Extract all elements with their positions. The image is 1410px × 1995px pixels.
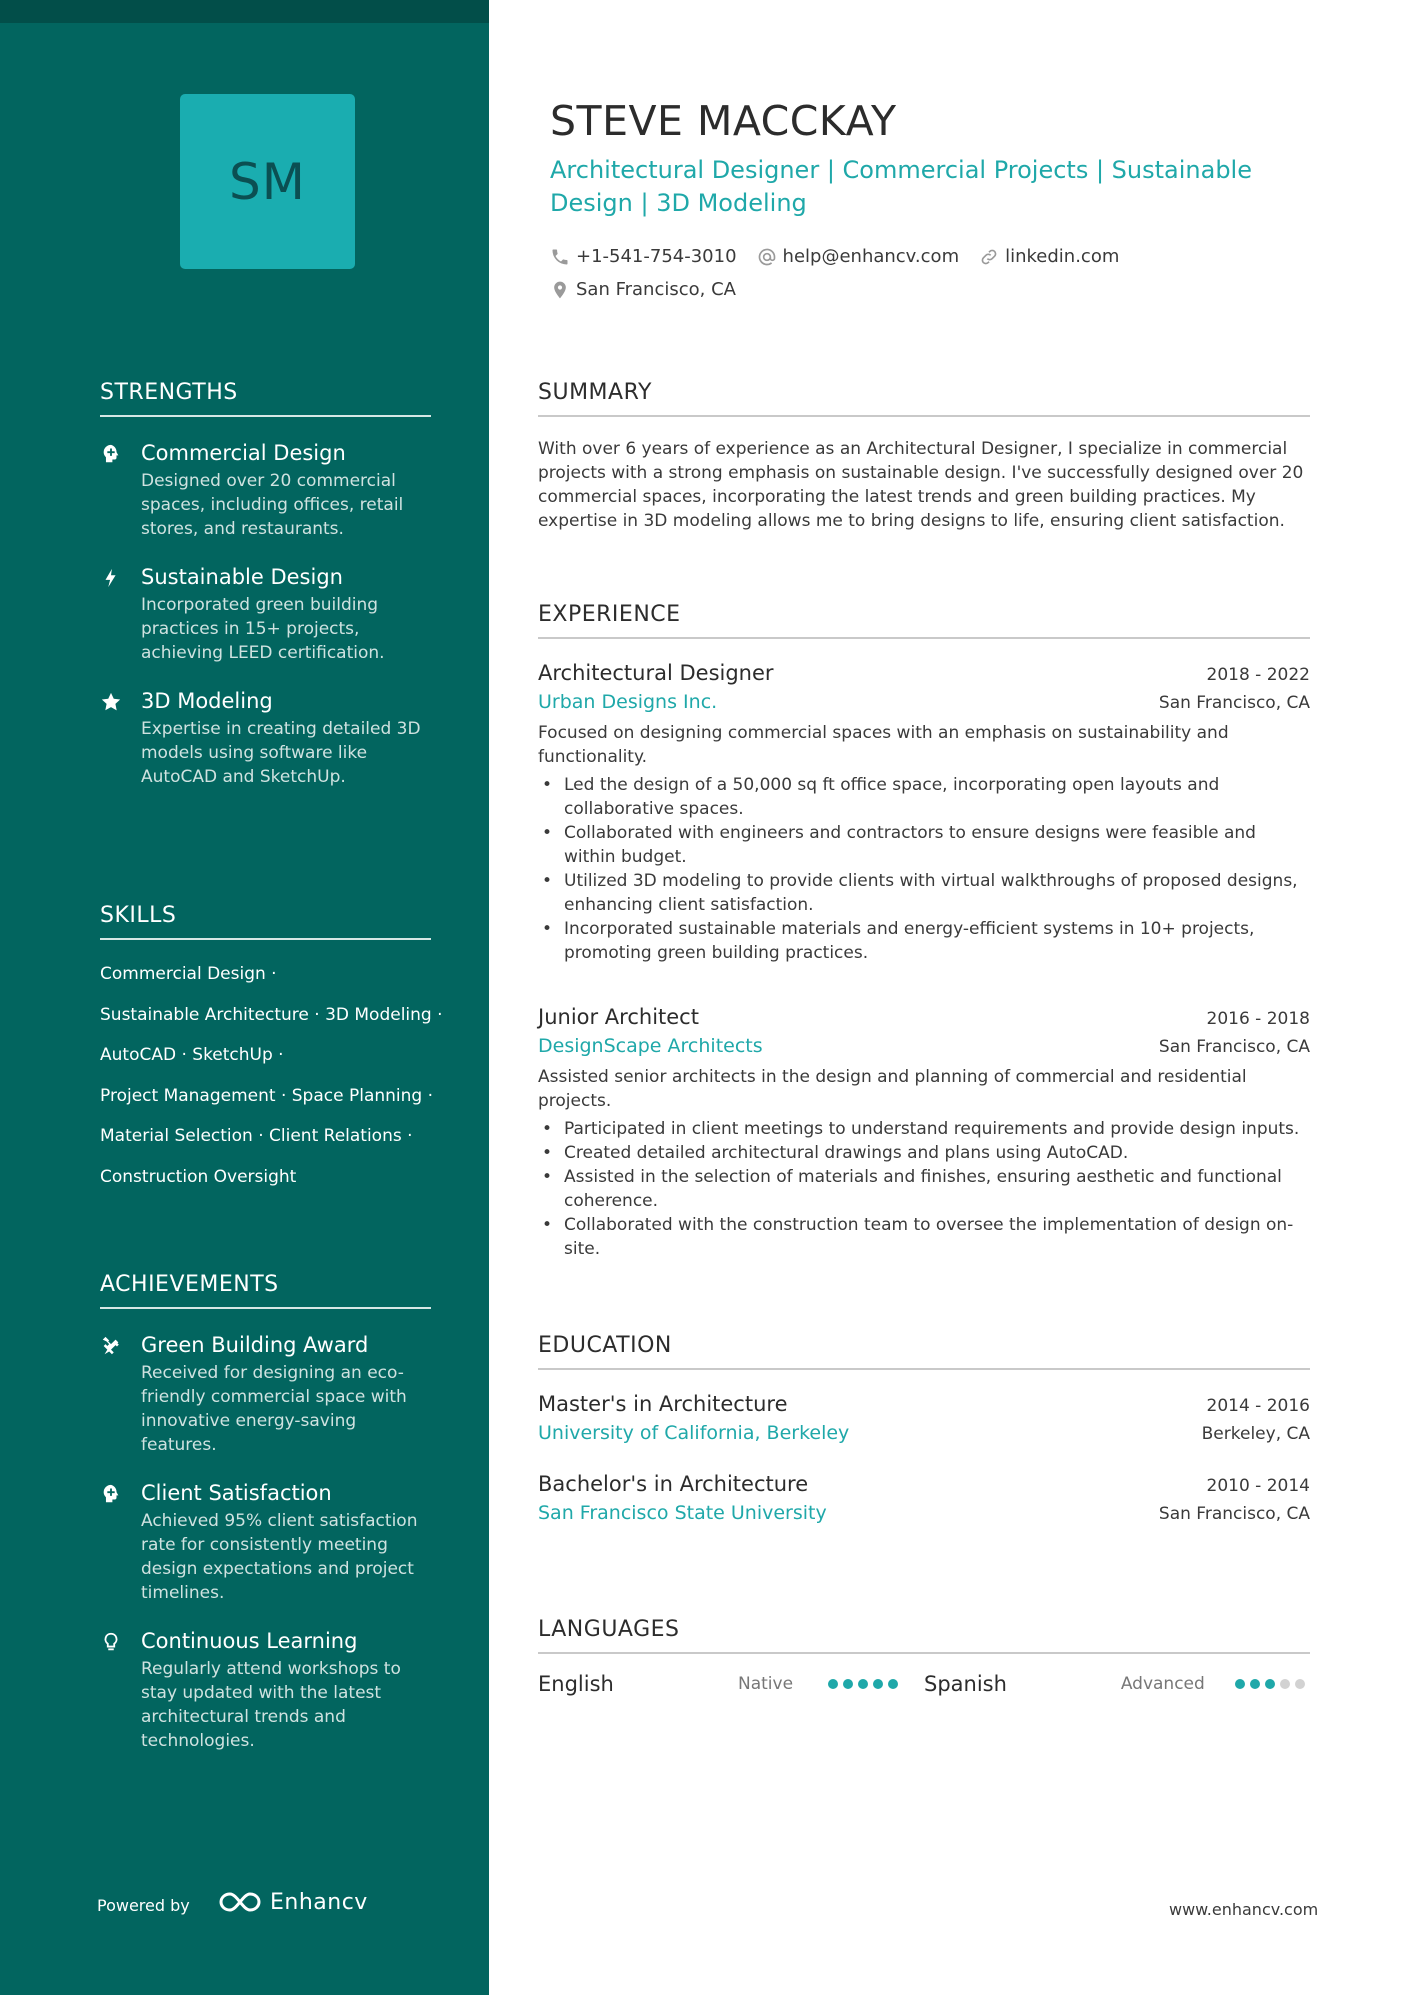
language-rating (1235, 1679, 1310, 1689)
location-pin-icon (550, 280, 570, 300)
phone-icon (550, 247, 570, 267)
job-entry (538, 661, 1310, 965)
job-bullet: • Collaborated with the construction team to oversee the implementation of design on-site. (538, 1213, 1310, 1261)
skills-heading: SKILLS (100, 903, 431, 940)
avatar-initials: SM (229, 152, 306, 211)
infinity-icon (216, 1888, 264, 1916)
enhancv-url[interactable]: www.enhancv.com (1169, 1900, 1319, 1919)
job-title: Junior Architect (538, 1005, 699, 1029)
job-bullet: • Utilized 3D modeling to provide clients with virtual walkthroughs of proposed designs, enhancing client satisfaction. (538, 869, 1310, 917)
language-item (538, 1672, 924, 1696)
strength-item (100, 563, 431, 665)
strengths-section (100, 380, 431, 789)
candidate-name: STEVE MACCKAY (550, 97, 897, 145)
skill-line: Sustainable Architecture · 3D Modeling · (100, 1004, 443, 1025)
experience-heading: EXPERIENCE (538, 602, 1310, 639)
contact-info (550, 240, 1320, 306)
achievement-title: Green Building Award (141, 1333, 369, 1357)
enhancv-logo-text: Enhancv (270, 1889, 368, 1915)
job-location: San Francisco, CA (1158, 1037, 1310, 1057)
rating-dot-empty (1280, 1679, 1290, 1689)
brain-icon (100, 443, 124, 467)
strength-desc: Incorporated green building practices in 15+ projects, achieving LEED certification. (141, 595, 385, 663)
language-name: Spanish (924, 1672, 1007, 1696)
bolt-icon (100, 567, 124, 591)
school-location: Berkeley, CA (1201, 1424, 1310, 1444)
rating-dot-filled (828, 1679, 838, 1689)
job-bullet: • Incorporated sustainable materials and energy-efficient systems in 10+ projects, promoting green building practices. (538, 917, 1310, 965)
rating-dot-empty (1295, 1679, 1305, 1689)
rating-dot-filled (1265, 1679, 1275, 1689)
at-icon (757, 247, 777, 267)
job-company: Urban Designs Inc. (538, 691, 718, 713)
job-title: Architectural Designer (538, 661, 774, 685)
degree-title: Master's in Architecture (538, 1392, 788, 1416)
strength-title: Sustainable Design (141, 565, 343, 589)
achievement-item (100, 1331, 431, 1457)
job-bullets (538, 773, 1310, 965)
strength-title: Commercial Design (141, 441, 346, 465)
rating-dot-filled (843, 1679, 853, 1689)
job-description: Assisted senior architects in the design and planning of commercial and residential projects. (538, 1067, 1247, 1111)
lightbulb-icon (100, 1631, 124, 1655)
job-entry (538, 1005, 1310, 1261)
education-entry (538, 1472, 1310, 1524)
job-location: San Francisco, CA (1158, 693, 1310, 713)
tools-icon (100, 1335, 124, 1359)
summary-text: With over 6 years of experience as an Architectural Designer, I specialize in commercial projects with a strong emphasis on sustainable design. I've successfully designed over 20 commercial spaces, incorporating the latest trends and green building practices. My expertise in 3D modeling allows me to bring designs to life, ensuring client satisfaction. (538, 439, 1304, 531)
education-entry (538, 1392, 1310, 1444)
skill-line: Commercial Design · (100, 964, 277, 984)
strength-title: 3D Modeling (141, 689, 273, 713)
rating-dot-filled (1235, 1679, 1245, 1689)
languages-heading: LANGUAGES (538, 1617, 1310, 1654)
headline: Architectural Designer | Commercial Projects | Sustainable Design | 3D Modeling (550, 156, 1252, 217)
phone-text: +1-541-754-3010 (576, 246, 737, 267)
language-rating (828, 1679, 903, 1689)
school-name: University of California, Berkeley (538, 1422, 850, 1444)
job-bullet: • Collaborated with engineers and contractors to ensure designs were feasible and within budget. (538, 821, 1310, 869)
achievement-item (100, 1627, 431, 1753)
email-text: help@enhancv.com (782, 246, 960, 267)
job-bullets (538, 1117, 1310, 1261)
phone-contact[interactable] (550, 246, 737, 267)
job-bullet: • Created detailed architectural drawings and plans using AutoCAD. (538, 1141, 1310, 1165)
job-company: DesignScape Architects (538, 1035, 763, 1057)
location-contact (550, 279, 736, 300)
strength-desc: Designed over 20 commercial spaces, including offices, retail stores, and restaurants. (141, 471, 404, 539)
achievement-desc: Received for designing an eco-friendly commercial space with innovative energy-saving features. (141, 1363, 407, 1455)
linkedin-contact[interactable] (979, 246, 1119, 267)
education-section (538, 1333, 1310, 1524)
degree-title: Bachelor's in Architecture (538, 1472, 809, 1496)
strength-item (100, 439, 431, 541)
language-name: English (538, 1672, 614, 1696)
enhancv-logo[interactable] (216, 1884, 368, 1920)
skill-line: Construction Oversight (100, 1166, 297, 1187)
sidebar-top-band (0, 0, 489, 23)
skill-line: Project Management · Space Planning · (100, 1085, 434, 1106)
skill-line: Material Selection · Client Relations · (100, 1126, 413, 1146)
achievements-section (100, 1272, 431, 1753)
job-bullet: • Assisted in the selection of materials and finishes, ensuring aesthetic and functional coherence. (538, 1165, 1310, 1213)
education-heading: EDUCATION (538, 1333, 1310, 1370)
rating-dot-filled (888, 1679, 898, 1689)
rating-dot-filled (858, 1679, 868, 1689)
summary-heading: SUMMARY (538, 380, 1310, 417)
achievement-item (100, 1479, 431, 1605)
job-date: 2018 - 2022 (1206, 665, 1310, 685)
skill-line: AutoCAD · SketchUp · (100, 1045, 284, 1065)
job-bullet: • Led the design of a 50,000 sq ft office space, incorporating open layouts and collaborative spaces. (538, 773, 1310, 821)
language-item (924, 1672, 1310, 1696)
powered-by-label: Powered by (97, 1896, 190, 1915)
language-level: Native (738, 1674, 794, 1694)
achievements-heading: ACHIEVEMENTS (100, 1272, 431, 1309)
school-location: San Francisco, CA (1158, 1504, 1310, 1524)
linkedin-text: linkedin.com (1005, 246, 1120, 267)
achievement-desc: Achieved 95% client satisfaction rate for consistently meeting design expectations and project timelines. (141, 1511, 418, 1603)
email-contact[interactable] (757, 246, 960, 267)
star-icon (100, 691, 124, 715)
skills-list (100, 954, 443, 1197)
language-level: Advanced (1120, 1674, 1205, 1694)
job-description: Focused on designing commercial spaces with an emphasis on sustainability and functionality. (538, 723, 1229, 767)
languages-section (538, 1617, 1310, 1696)
education-date: 2010 - 2014 (1206, 1476, 1310, 1496)
skills-section (100, 903, 443, 1197)
link-icon (979, 247, 999, 267)
summary-section (538, 380, 1310, 533)
achievement-desc: Regularly attend workshops to stay updated with the latest architectural trends and technologies. (141, 1659, 401, 1751)
experience-section (538, 602, 1310, 1261)
location-text: San Francisco, CA (576, 279, 736, 300)
school-name: San Francisco State University (538, 1502, 827, 1524)
avatar (180, 94, 355, 269)
achievement-title: Continuous Learning (141, 1629, 358, 1653)
strengths-heading: STRENGTHS (100, 380, 431, 417)
strength-desc: Expertise in creating detailed 3D models using software like AutoCAD and SketchUp. (141, 719, 421, 787)
strength-item (100, 687, 431, 789)
rating-dot-filled (873, 1679, 883, 1689)
rating-dot-filled (1250, 1679, 1260, 1689)
brain-icon (100, 1483, 124, 1507)
education-date: 2014 - 2016 (1206, 1396, 1310, 1416)
job-bullet: • Participated in client meetings to understand requirements and provide design inputs. (538, 1117, 1310, 1141)
job-date: 2016 - 2018 (1206, 1009, 1310, 1029)
sidebar (0, 0, 489, 1995)
achievement-title: Client Satisfaction (141, 1481, 332, 1505)
